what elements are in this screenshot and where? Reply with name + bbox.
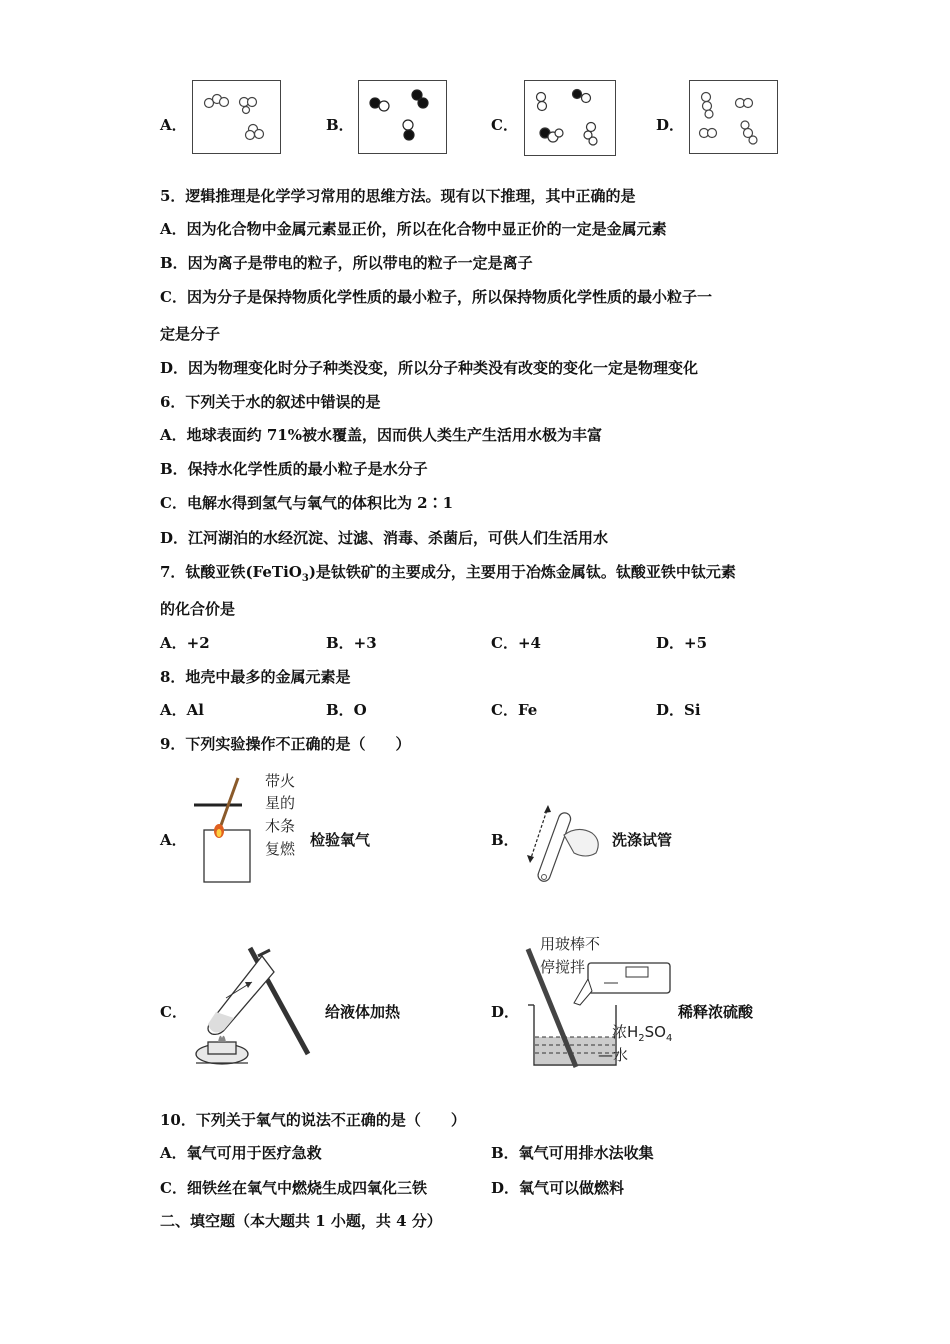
q5-option-c-line1: C．因为分子是保持物质化学性质的最小粒子，所以保持物质化学性质的最小粒子一 xyxy=(160,288,712,306)
q9-option-b-letter: B． xyxy=(491,831,519,849)
q7-stem-line1 xyxy=(160,562,736,589)
q9-d-acid-sub1: 2 xyxy=(638,1033,645,1044)
q9-d-note-1: 用玻棒不 xyxy=(540,935,601,953)
q7-stem-pre: 7．钛酸亚铁(FeTiO xyxy=(160,563,302,581)
q9-option-c-caption: 给液体加热 xyxy=(325,1003,401,1021)
q4-option-b-diagram xyxy=(358,80,447,154)
q9-c-illustration xyxy=(190,942,315,1072)
q9-a-note-4: 复燃 xyxy=(265,840,296,858)
q9-d-acid-sub2: 4 xyxy=(665,1033,673,1044)
section-2-heading: 二、填空题（本大题共 1 小题，共 4 分） xyxy=(160,1212,442,1230)
q4-option-b-letter: B． xyxy=(326,116,354,134)
q7-option-d: D．+5 xyxy=(656,634,708,652)
q9-option-a-caption: 检验氧气 xyxy=(310,831,371,849)
q9-d-acid-label xyxy=(612,1023,672,1048)
molecule-diagram-b xyxy=(359,81,446,153)
molecule-diagram-d xyxy=(690,81,777,153)
q8-option-a: A．Al xyxy=(160,701,204,719)
q4-option-c-letter: C． xyxy=(491,116,518,134)
q9-d-acid-pre: 浓H xyxy=(612,1023,639,1041)
q9-option-d-letter: D． xyxy=(491,1003,520,1021)
q6-option-a: A．地球表面约 71%被水覆盖，因而供人类生产生活用水极为丰富 xyxy=(160,426,602,444)
q7-option-c: C．+4 xyxy=(491,634,541,652)
q9-a-note-2: 星的 xyxy=(265,794,296,812)
q4-option-d-diagram xyxy=(689,80,778,154)
q8-option-d: D．Si xyxy=(656,701,701,719)
q9-d-water-label: —水 xyxy=(598,1046,629,1064)
q9-d-acid-mid: SO xyxy=(644,1023,666,1041)
q8-option-b: B．O xyxy=(326,701,367,719)
q10-stem: 10．下列关于氧气的说法不正确的是（ ） xyxy=(160,1111,466,1129)
q10-option-d: D．氧气可以做燃料 xyxy=(491,1179,625,1197)
q9-b-illustration xyxy=(518,803,608,888)
q9-option-d-caption: 稀释浓硫酸 xyxy=(678,1003,754,1021)
q7-stem-subscript: 3 xyxy=(301,573,309,584)
q7-stem-post: )是钛铁矿的主要成分，主要用于冶炼金属钛。钛酸亚铁中钛元素 xyxy=(308,563,736,581)
q5-option-a: A．因为化合物中金属元素显正价，所以在化合物中显正价的一定是金属元素 xyxy=(160,220,667,238)
q8-option-c: C．Fe xyxy=(491,701,538,719)
q4-option-a-letter: A． xyxy=(160,116,187,134)
q7-stem-line2: 的化合价是 xyxy=(160,600,236,618)
q9-a-note-1: 带火 xyxy=(265,772,296,790)
q9-stem: 9．下列实验操作不正确的是（ ） xyxy=(160,735,411,753)
q7-option-a: A．+2 xyxy=(160,634,210,652)
molecule-diagram-c xyxy=(525,81,615,155)
q6-stem: 6．下列关于水的叙述中错误的是 xyxy=(160,393,381,411)
q5-stem: 5．逻辑推理是化学学习常用的思维方法。现有以下推理，其中正确的是 xyxy=(160,187,636,205)
q9-option-c-letter: C． xyxy=(160,1003,187,1021)
q7-option-b: B．+3 xyxy=(326,634,377,652)
q6-option-c: C．电解水得到氢气与氧气的体积比为 2∶1 xyxy=(160,494,454,512)
q9-option-a-letter: A． xyxy=(160,831,187,849)
q10-option-a: A．氧气可用于医疗急救 xyxy=(160,1144,322,1162)
q10-option-b: B．氧气可用排水法收集 xyxy=(491,1144,654,1162)
q5-option-b: B．因为离子是带电的粒子，所以带电的粒子一定是离子 xyxy=(160,254,533,272)
q6-option-d: D．江河湖泊的水经沉淀、过滤、消毒、杀菌后，可供人们生活用水 xyxy=(160,529,609,547)
q4-option-a-diagram xyxy=(192,80,281,154)
q9-a-note-3: 木条 xyxy=(265,817,296,835)
q4-option-c-diagram xyxy=(524,80,616,156)
molecule-diagram-a xyxy=(193,81,280,153)
q5-option-c-line2: 定是分子 xyxy=(160,325,221,343)
q9-a-illustration xyxy=(194,770,254,885)
q10-option-c: C．细铁丝在氧气中燃烧生成四氧化三铁 xyxy=(160,1179,427,1197)
q5-option-d: D．因为物理变化时分子种类没变，所以分子种类没有改变的变化一定是物理变化 xyxy=(160,359,699,377)
q9-option-b-caption: 洗涤试管 xyxy=(612,831,673,849)
q4-option-d-letter: D． xyxy=(656,116,685,134)
q8-stem: 8．地壳中最多的金属元素是 xyxy=(160,668,351,686)
q6-option-b: B．保持水化学性质的最小粒子是水分子 xyxy=(160,460,428,478)
q9-d-note-2: 停搅拌 xyxy=(540,958,586,976)
